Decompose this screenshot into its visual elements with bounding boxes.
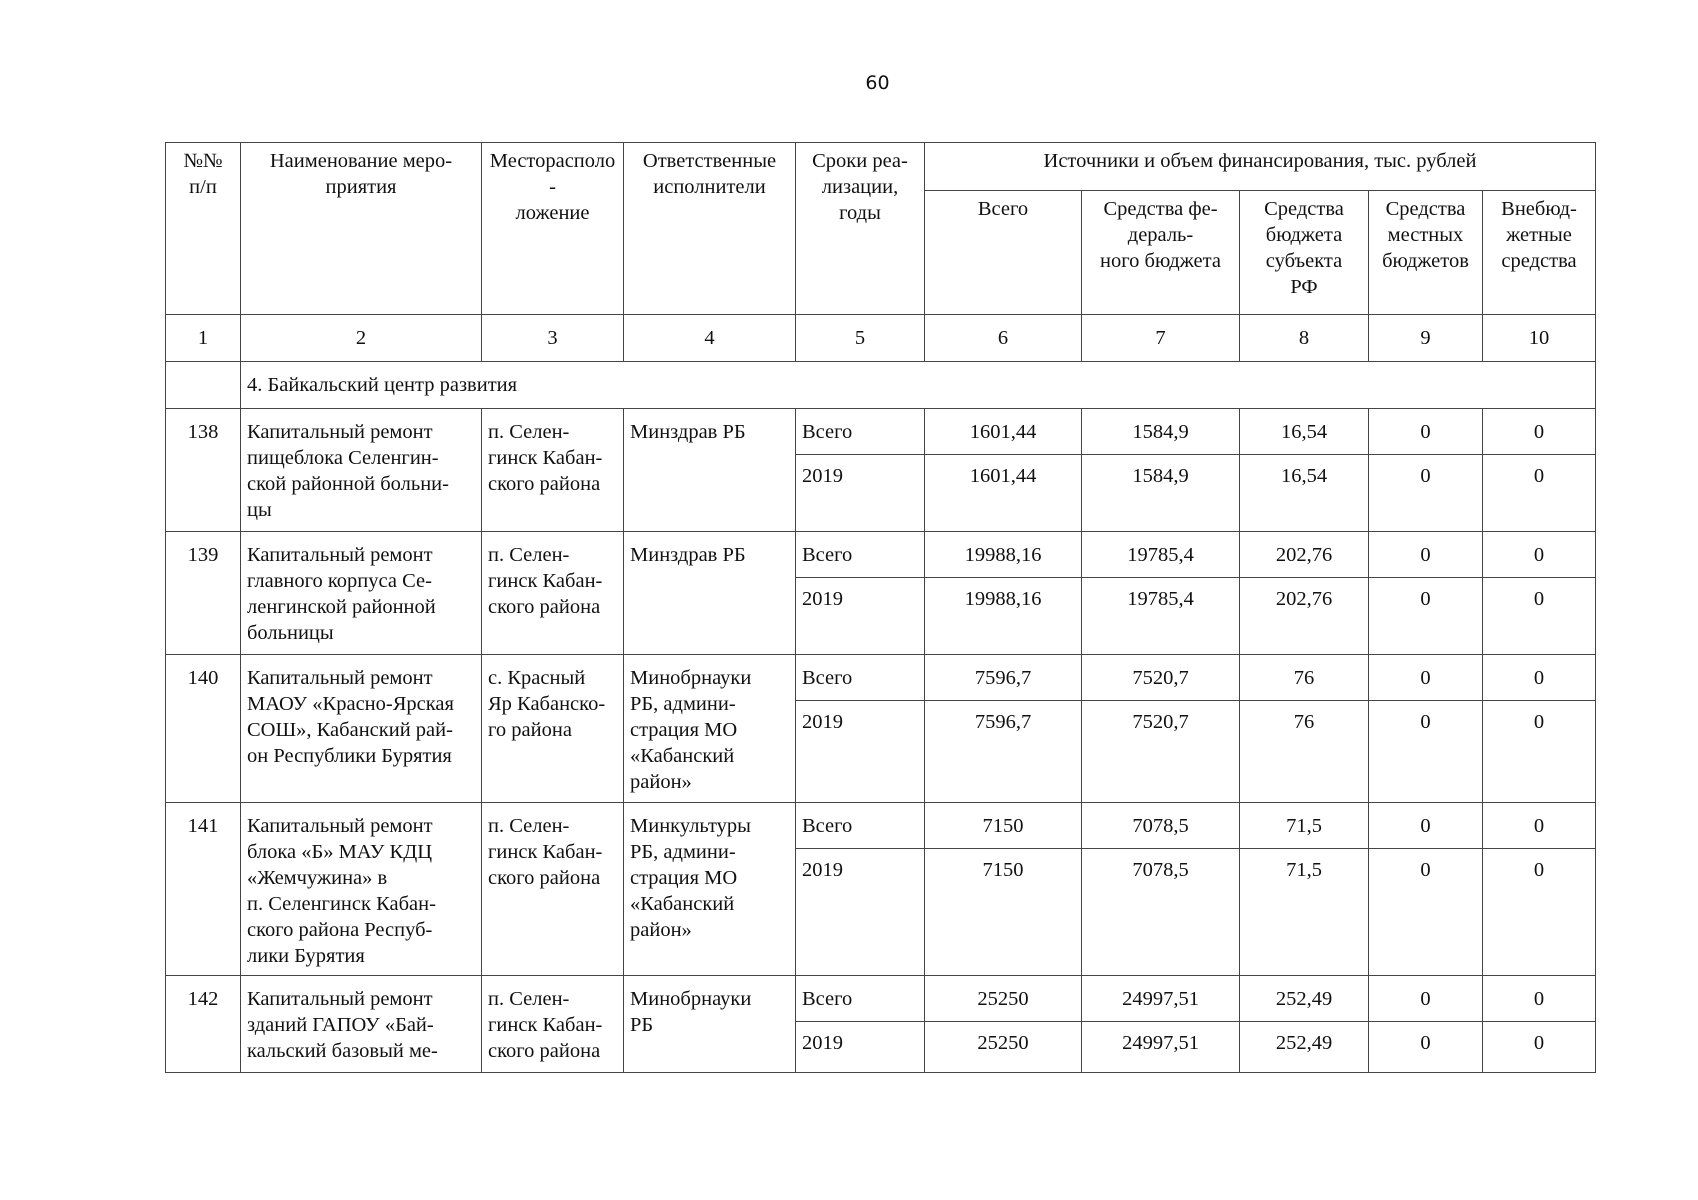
amount-subject: 71,5 xyxy=(1240,849,1369,976)
amount-total: 7150 xyxy=(925,849,1082,976)
section-blank-cell xyxy=(166,362,241,409)
amount-subject: 202,76 xyxy=(1240,578,1369,655)
amount-subject: 252,49 xyxy=(1240,1022,1369,1073)
section-row xyxy=(166,362,1596,409)
amount-local: 0 xyxy=(1369,803,1483,849)
period: Всего xyxy=(796,803,925,849)
amount-total: 25250 xyxy=(925,976,1082,1022)
financing-table xyxy=(165,142,1596,1073)
responsible: Минздрав РБ xyxy=(624,532,796,655)
period: Всего xyxy=(796,655,925,701)
amount-extra: 0 xyxy=(1483,849,1596,976)
amount-federal: 7078,5 xyxy=(1082,803,1240,849)
amount-federal: 24997,51 xyxy=(1082,976,1240,1022)
responsible: Минкультуры РБ, админи- страция МО «Кабанский район» xyxy=(624,803,796,976)
amount-federal: 7520,7 xyxy=(1082,701,1240,803)
amount-total: 19988,16 xyxy=(925,532,1082,578)
amount-extra: 0 xyxy=(1483,803,1596,849)
event-name: Капитальный ремонт главного корпуса Се- ленгинской районной больницы xyxy=(241,532,482,655)
amount-total: 7596,7 xyxy=(925,701,1082,803)
amount-subject: 76 xyxy=(1240,701,1369,803)
responsible: Минобрнауки РБ xyxy=(624,976,796,1073)
amount-local: 0 xyxy=(1369,849,1483,976)
event-name: Капитальный ремонт зданий ГАПОУ «Бай- кальский базовый ме- xyxy=(241,976,482,1073)
column-number: 3 xyxy=(482,315,624,362)
table-row xyxy=(166,409,1596,455)
amount-subject: 202,76 xyxy=(1240,532,1369,578)
amount-federal: 19785,4 xyxy=(1082,578,1240,655)
row-number: 141 xyxy=(166,803,241,976)
header-location: Месторасполо- ложение xyxy=(482,143,624,315)
header-total: Всего xyxy=(925,191,1082,315)
period: 2019 xyxy=(796,701,925,803)
column-number: 4 xyxy=(624,315,796,362)
column-number: 7 xyxy=(1082,315,1240,362)
amount-local: 0 xyxy=(1369,578,1483,655)
amount-federal: 7078,5 xyxy=(1082,849,1240,976)
amount-federal: 24997,51 xyxy=(1082,1022,1240,1073)
amount-local: 0 xyxy=(1369,409,1483,455)
table-row xyxy=(166,976,1596,1022)
responsible: Минздрав РБ xyxy=(624,409,796,532)
period: 2019 xyxy=(796,455,925,532)
amount-federal: 19785,4 xyxy=(1082,532,1240,578)
amount-subject: 76 xyxy=(1240,655,1369,701)
amount-extra: 0 xyxy=(1483,455,1596,532)
location: с. Красный Яр Кабанско- го района xyxy=(482,655,624,803)
column-number: 8 xyxy=(1240,315,1369,362)
amount-total: 19988,16 xyxy=(925,578,1082,655)
column-number: 9 xyxy=(1369,315,1483,362)
period: 2019 xyxy=(796,849,925,976)
amount-extra: 0 xyxy=(1483,409,1596,455)
amount-subject: 16,54 xyxy=(1240,409,1369,455)
amount-extra: 0 xyxy=(1483,578,1596,655)
period: Всего xyxy=(796,532,925,578)
column-number: 2 xyxy=(241,315,482,362)
amount-local: 0 xyxy=(1369,455,1483,532)
amount-federal: 7520,7 xyxy=(1082,655,1240,701)
location: п. Селен- гинск Кабан- ского района xyxy=(482,532,624,655)
header-num: №№ п/п xyxy=(166,143,241,315)
location: п. Селен- гинск Кабан- ского района xyxy=(482,976,624,1073)
amount-local: 0 xyxy=(1369,1022,1483,1073)
header-subject: Средства бюджета субъекта РФ xyxy=(1240,191,1369,315)
location: п. Селен- гинск Кабан- ского района xyxy=(482,409,624,532)
amount-federal: 1584,9 xyxy=(1082,455,1240,532)
column-numbers-row xyxy=(166,315,1596,362)
row-number: 139 xyxy=(166,532,241,655)
amount-extra: 0 xyxy=(1483,655,1596,701)
period: Всего xyxy=(796,976,925,1022)
amount-total: 1601,44 xyxy=(925,455,1082,532)
table-row xyxy=(166,803,1596,849)
amount-extra: 0 xyxy=(1483,976,1596,1022)
period: 2019 xyxy=(796,1022,925,1073)
header-federal: Средства фе- дераль- ного бюджета xyxy=(1082,191,1240,315)
period: 2019 xyxy=(796,578,925,655)
header-responsible: Ответственные исполнители xyxy=(624,143,796,315)
row-number: 140 xyxy=(166,655,241,803)
column-number: 5 xyxy=(796,315,925,362)
location: п. Селен- гинск Кабан- ского района xyxy=(482,803,624,976)
amount-extra: 0 xyxy=(1483,701,1596,803)
amount-local: 0 xyxy=(1369,976,1483,1022)
event-name: Капитальный ремонт блока «Б» МАУ КДЦ «Жемчужина» в п. Селенгинск Кабан- ского района Респуб- лики Бурятия xyxy=(241,803,482,976)
amount-subject: 16,54 xyxy=(1240,455,1369,532)
amount-local: 0 xyxy=(1369,532,1483,578)
amount-subject: 71,5 xyxy=(1240,803,1369,849)
amount-extra: 0 xyxy=(1483,532,1596,578)
section-title: 4. Байкальский центр развития xyxy=(241,362,1596,409)
amount-total: 25250 xyxy=(925,1022,1082,1073)
page-number: 60 xyxy=(865,72,890,94)
header-extra: Внебюд- жетные средства xyxy=(1483,191,1596,315)
amount-total: 1601,44 xyxy=(925,409,1082,455)
header-period: Сроки реа- лизации, годы xyxy=(796,143,925,315)
amount-total: 7150 xyxy=(925,803,1082,849)
amount-total: 7596,7 xyxy=(925,655,1082,701)
header-sources: Источники и объем финансирования, тыс. рублей xyxy=(925,143,1596,191)
column-number: 10 xyxy=(1483,315,1596,362)
amount-subject: 252,49 xyxy=(1240,976,1369,1022)
amount-federal: 1584,9 xyxy=(1082,409,1240,455)
header-name: Наименование меро- приятия xyxy=(241,143,482,315)
event-name: Капитальный ремонт пищеблока Селенгин- ской районной больни- цы xyxy=(241,409,482,532)
amount-local: 0 xyxy=(1369,655,1483,701)
row-number: 138 xyxy=(166,409,241,532)
column-number: 6 xyxy=(925,315,1082,362)
header-local: Средства местных бюджетов xyxy=(1369,191,1483,315)
period: Всего xyxy=(796,409,925,455)
column-number: 1 xyxy=(166,315,241,362)
responsible: Минобрнауки РБ, админи- страция МО «Кабанский район» xyxy=(624,655,796,803)
table-row xyxy=(166,532,1596,578)
table-row xyxy=(166,655,1596,701)
row-number: 142 xyxy=(166,976,241,1073)
amount-extra: 0 xyxy=(1483,1022,1596,1073)
amount-local: 0 xyxy=(1369,701,1483,803)
event-name: Капитальный ремонт МАОУ «Красно-Ярская СОШ», Кабанский рай- он Республики Бурятия xyxy=(241,655,482,803)
